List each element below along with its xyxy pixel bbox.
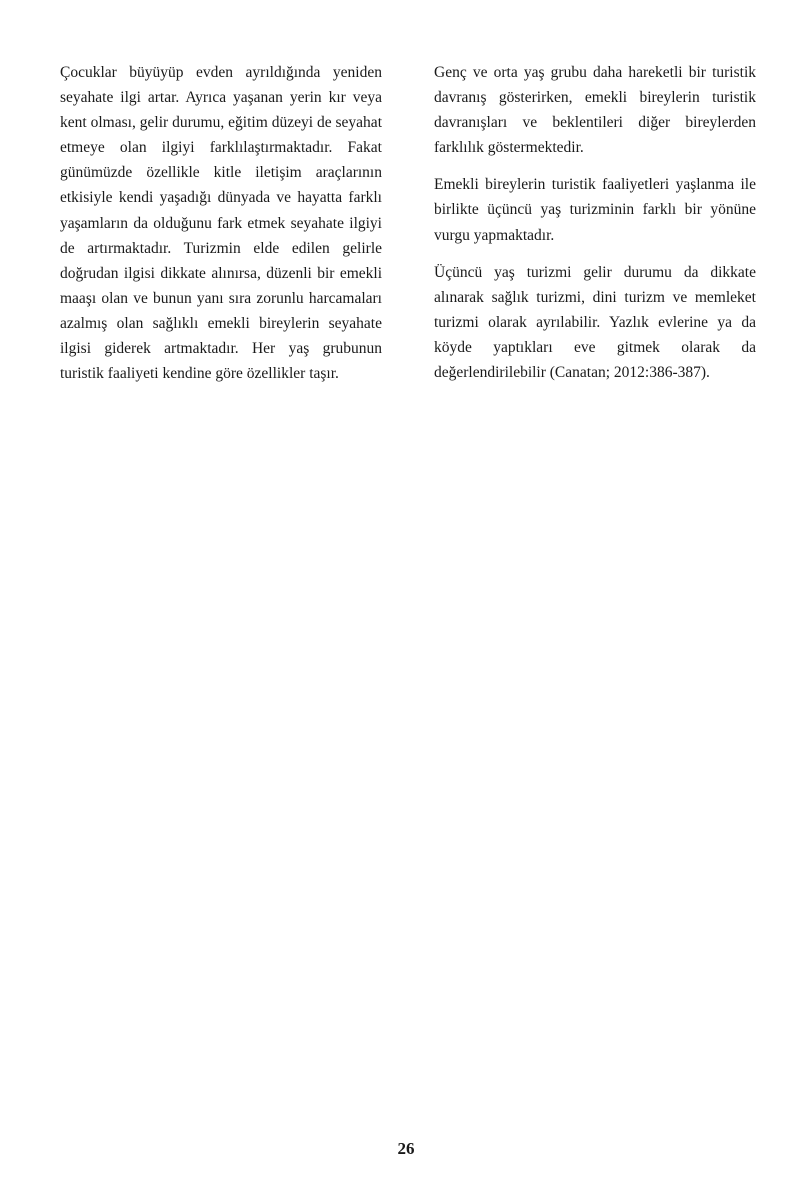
page-number: 26: [397, 1139, 415, 1158]
left-column: [60, 60, 382, 398]
paragraph: Genç ve orta yaş grubu daha hareketli bir turistik davranış gösterirken, emekli bireylerin turistik davranışları ve beklentileri diğer bireylerden farklılık göstermektedir.: [434, 64, 756, 157]
paragraph: Emekli bireylerin turistik faaliyetleri yaşlanma ile birlikte üçüncü yaş turizminin farklı bir yönüne vurgu yapmaktadır.: [434, 176, 756, 244]
right-column: [434, 60, 756, 397]
paragraph: Üçüncü yaş turizmi gelir durumu da dikkate alınarak sağlık turizmi, dini turizm ve memleket turizmi olarak ayrılabilir. Yazlık evlerine ya da köyde yaptıkları eve gitmek olarak da değerlendirilebilir (Canatan; 2012:386-387).: [434, 263, 756, 382]
paragraph: Çocuklar büyüyüp evden ayrıldığında yeniden seyahate ilgi artar. Ayrıca yaşanan yerin kır veya kent olması, gelir durumu, eğitim düzeyi de seyahat etmeye olan ilgiyi farklılaştırmaktadır. Fakat günümüzde özellikle kitle iletişim araçlarının etkisiyle kendi yaşadığı dünyada ve hayatta farklı yaşamların da olduğunu fark etmek seyahate ilgiyi de artırmaktadır. Turizmin elde edilen gelirle doğrudan ilgisi dikkate alınırsa, düzenli bir emekli maaşı olan ve bunun yanı sıra zorunlu harcamaları azalmış olan sağlıklı emekli bireylerin seyahate ilgisi giderek artmaktadır. Her yaş grubunun turistik faaliyeti kendine göre özellikler taşır.: [60, 64, 382, 383]
